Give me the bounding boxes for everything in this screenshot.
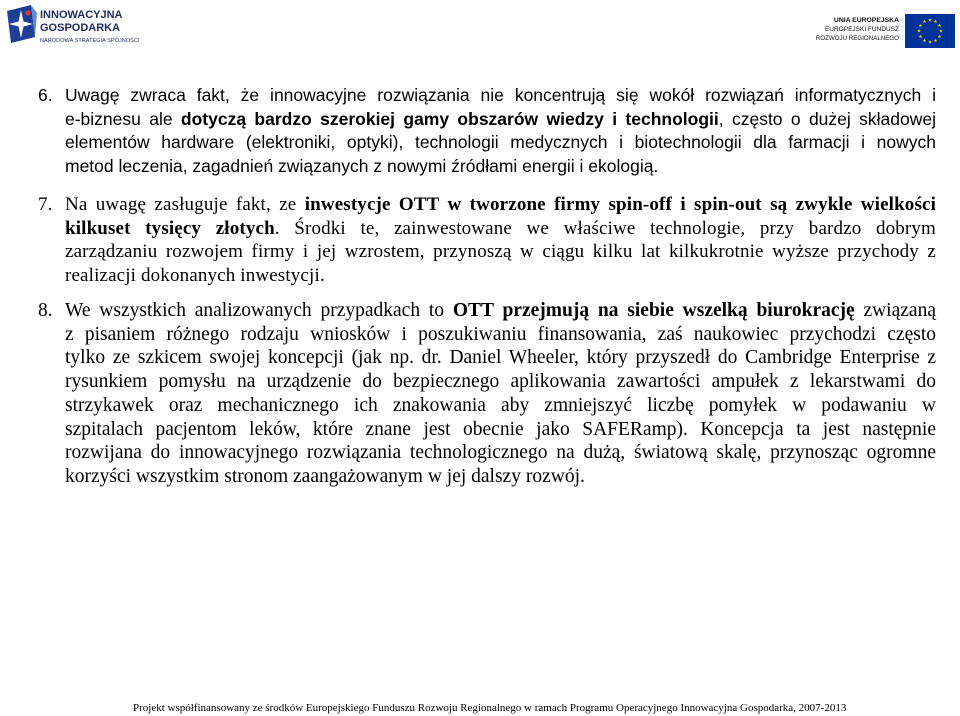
text-run: Na uwagę zasługuje fakt, ze [65,194,305,215]
bold-text-run: kilkuset tysięcy złotych [65,217,275,239]
paragraph-line [65,108,936,132]
bold-text-run: inwestycje OTT w tworzone firmy spin-off i spin-out są zwykle wielkości [304,194,936,215]
paragraph-line [65,394,936,418]
bold-text-run: OTT przejmują na siebie wszelką biurokrację [452,300,855,321]
text-run: We wszystkich analizowanych przypadkach to [65,300,453,321]
text-run: szpitalach pacjentom leków, które znane jest obecnie jako SAFERamp). Koncepcja ta jest następnie [65,418,936,440]
paragraph-line [65,84,936,108]
paragraph-6 [38,84,936,178]
paragraph-8 [38,299,936,489]
paragraph-number: 6. [38,85,53,105]
paragraph-line [65,465,936,489]
paragraph-number: 7. [38,194,53,215]
paragraph-line [65,155,936,179]
text-run: związaną [854,300,936,321]
page-footer: Projekt współfinansowany ze środków Europejskiego Funduszu Rozwoju Regionalnego w ramach Programu Operacyjnego Innowacyjna Gospodarka, 2007-2013 [133,702,847,714]
text-run: rysunkiem pomysłu na urządzenie do bezpiecznego aplikowania zawartości ampułek z lekarstwami do [65,371,936,393]
paragraph-line [65,441,936,465]
logo-left-line-3: NARODOWA STRATEGIA SPÓJNOŚCI [40,38,140,44]
text-run: rozwijana do innowacyjnego rozwiązania technologicznego na dużą, światową skalę, przynosząc ogromne [65,442,936,464]
paragraph-line [65,217,936,241]
text-run: z pisaniem różnego rodzaju wniosków i poszukiwaniu finansowania, zaś naukowiec przychodzi często [65,323,936,345]
paragraph-line [65,240,936,264]
text-run: . Środki te, zainwestowane we właściwe technologie, przy bardzo dobrym [274,217,936,239]
logo-right-line-3: ROZWOJU REGIONALNEGO [815,35,899,42]
logo-left-line-2: GOSPODARKA [40,22,121,34]
paragraph-line [65,131,936,155]
paragraph-line [65,193,936,217]
logo-accent-dot [25,10,30,15]
paragraph-line [65,370,936,394]
paragraph-line [65,323,936,347]
logo-left-line-1: INNOWACYJNA [40,9,123,21]
eu-flag-icon [905,14,955,48]
bold-text-run: dotyczą bardzo szerokiej gamy obszarów wiedzy i technologii [180,108,719,129]
text-run: strzykawek oraz mechanicznego ich znakowania aby zmniejszyć liczbę pomyłek w podawaniu w [65,394,936,416]
innowacyjna-gospodarka-logo-text [40,9,139,45]
eu-logo-text [816,16,899,43]
paragraph-line [65,418,936,442]
text-run: elementów hardware (elektroniki, optyki), technologii medycznych i biotechnologii dla farmacji i nowych [65,132,936,152]
text-run: tylko ze szkicem swojej koncepcji (jak np. dr. Daniel Wheeler, który przyszedł do Cambridge Enterprise z [65,347,936,369]
paragraph-number: 8. [38,300,53,321]
text-run: e-biznesu ale [65,108,181,129]
text-run: korzyści wszystkim stronom zaangażowanym w jej dalszy rozwój. [65,465,585,487]
text-run: metod leczenia, zagadnień związanych z nowymi źródłami energii i ekologią. [65,155,659,176]
text-run: zarządzaniu rozwojem firmy i jej wzrostem, przynoszą w ciągu kilku lat kilkukrotnie wyższe przychody z [65,241,936,263]
innowacyjna-gospodarka-logo-icon [4,3,38,45]
logo-right-line-2: EUROPEJSKI FUNDUSZ [824,26,899,33]
text-run: realizacji dokonanych inwestycji. [65,265,325,287]
text-run: Uwagę zwraca fakt, że innowacyjne rozwiązania nie koncentrują się wokół rozwiązań informatycznych i [65,85,936,105]
paragraph-line [65,264,936,288]
paragraph-line [65,299,936,323]
text-run: , często o dużej składowej [718,108,936,129]
paragraph-line [65,346,936,370]
logo-right-line-1: UNIA EUROPEJSKA [833,17,899,24]
paragraph-7 [38,193,936,288]
